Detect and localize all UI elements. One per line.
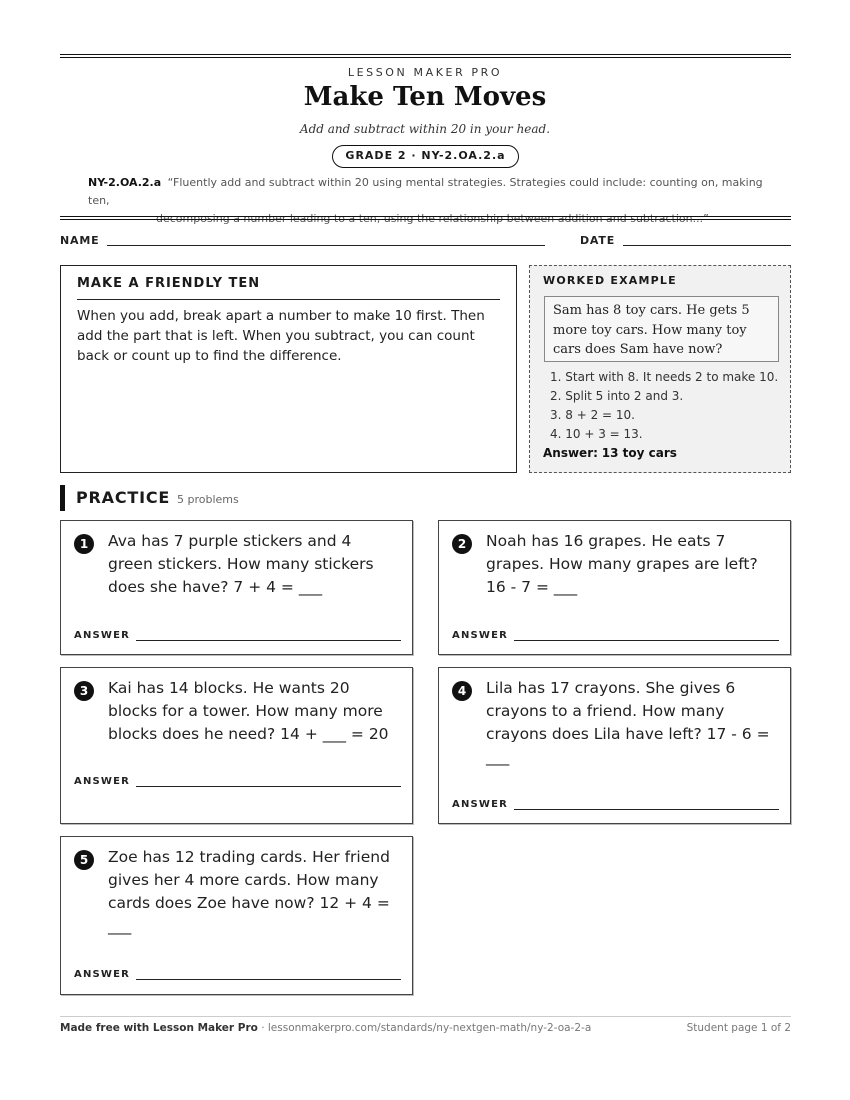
worked-answer-label: Answer: xyxy=(543,446,598,460)
strategy-divider xyxy=(77,299,500,300)
name-field[interactable] xyxy=(107,245,545,246)
problem-text: Noah has 16 grapes. He eats 7 grapes. How many grapes are left? 16 - 7 = ___ xyxy=(486,532,758,596)
header-bottom-rule xyxy=(60,216,791,220)
practice-accent-bar xyxy=(60,485,65,511)
answer-field[interactable] xyxy=(136,979,401,980)
footer-url[interactable]: · lessonmakerpro.com/standards/ny-nextgen-math/ny-2-oa-2-a xyxy=(257,1022,592,1034)
answer-label: ANSWER xyxy=(452,630,509,641)
worked-example-heading: WORKED EXAMPLE xyxy=(543,274,677,287)
answer-label: ANSWER xyxy=(74,776,131,787)
answer-field[interactable] xyxy=(514,809,779,810)
strategy-box xyxy=(60,265,517,473)
standard-text-line2: decomposing a number leading to a ten, using the relationship between addition and subtraction...” xyxy=(156,212,709,225)
footer-credit xyxy=(60,1022,591,1034)
practice-count: 5 problems xyxy=(177,493,239,506)
worked-example-steps xyxy=(550,368,778,444)
worked-answer-value: 13 toy cars xyxy=(601,446,677,460)
top-double-rule xyxy=(60,54,791,58)
answer-label: ANSWER xyxy=(74,630,131,641)
strategy-body: When you add, break apart a number to make 10 first. Then add the part that is left. When you subtract, you can count back or count up to find the difference. xyxy=(77,308,485,364)
problem-card-2 xyxy=(438,520,791,655)
worked-example-problem: Sam has 8 toy cars. He gets 5 more toy cars. How many toy cars does Sam have now? xyxy=(544,296,779,362)
worked-step: 3. 8 + 2 = 10. xyxy=(550,408,635,422)
problem-text: Kai has 14 blocks. He wants 20 blocks for a tower. How many more blocks does he need? 14 + ___ = 20 xyxy=(108,679,389,743)
problem-text: Ava has 7 purple stickers and 4 green stickers. How many stickers does she have? 7 + 4 = ___ xyxy=(108,532,374,596)
footer-divider xyxy=(60,1016,791,1017)
answer-field[interactable] xyxy=(514,640,779,641)
answer-label: ANSWER xyxy=(74,969,131,980)
page-title: Make Ten Moves xyxy=(303,82,547,112)
page-subtitle: Add and subtract within 20 in your head. xyxy=(299,122,551,136)
worked-step: 1. Start with 8. It needs 2 to make 10. xyxy=(550,370,779,384)
problem-number: 4 xyxy=(452,681,472,701)
grade-standard-badge: GRADE 2 · NY-2.OA.2.a xyxy=(332,145,519,168)
worked-example-answer xyxy=(543,446,677,460)
worked-step: 4. 10 + 3 = 13. xyxy=(550,427,643,441)
problem-card-1 xyxy=(60,520,413,655)
name-label: NAME xyxy=(60,234,100,247)
strategy-heading: MAKE A FRIENDLY TEN xyxy=(77,276,261,291)
problem-number: 3 xyxy=(74,681,94,701)
problem-number: 1 xyxy=(74,534,94,554)
date-label: DATE xyxy=(580,234,616,247)
answer-label: ANSWER xyxy=(452,799,509,810)
standard-code: NY-2.OA.2.a xyxy=(88,176,162,189)
answer-field[interactable] xyxy=(136,640,401,641)
problem-text: Zoe has 12 trading cards. Her friend gives her 4 more cards. How many cards does Zoe have now? 12 + 4 = ___ xyxy=(108,848,390,935)
standard-text-line1: “Fluently add and subtract within 20 using mental strategies. Strategies could include: counting on, making ten, xyxy=(88,176,763,207)
footer-made-with: Made free with Lesson Maker Pro xyxy=(60,1022,258,1034)
problem-card-5 xyxy=(60,836,413,995)
problem-card-4 xyxy=(438,667,791,824)
footer-page-number: Student page 1 of 2 xyxy=(686,1022,791,1034)
problem-number: 5 xyxy=(74,850,94,870)
problem-card-3 xyxy=(60,667,413,824)
worked-example-box xyxy=(529,265,791,473)
date-field[interactable] xyxy=(623,245,791,246)
answer-field[interactable] xyxy=(136,786,401,787)
worked-step: 2. Split 5 into 2 and 3. xyxy=(550,389,684,403)
practice-heading: PRACTICE xyxy=(76,488,171,507)
problem-text: Lila has 17 crayons. She gives 6 crayons to a friend. How many crayons does Lila have left? 17 - 6 = ___ xyxy=(486,679,770,766)
brand-name: LESSON MAKER PRO xyxy=(347,66,503,79)
problem-number: 2 xyxy=(452,534,472,554)
